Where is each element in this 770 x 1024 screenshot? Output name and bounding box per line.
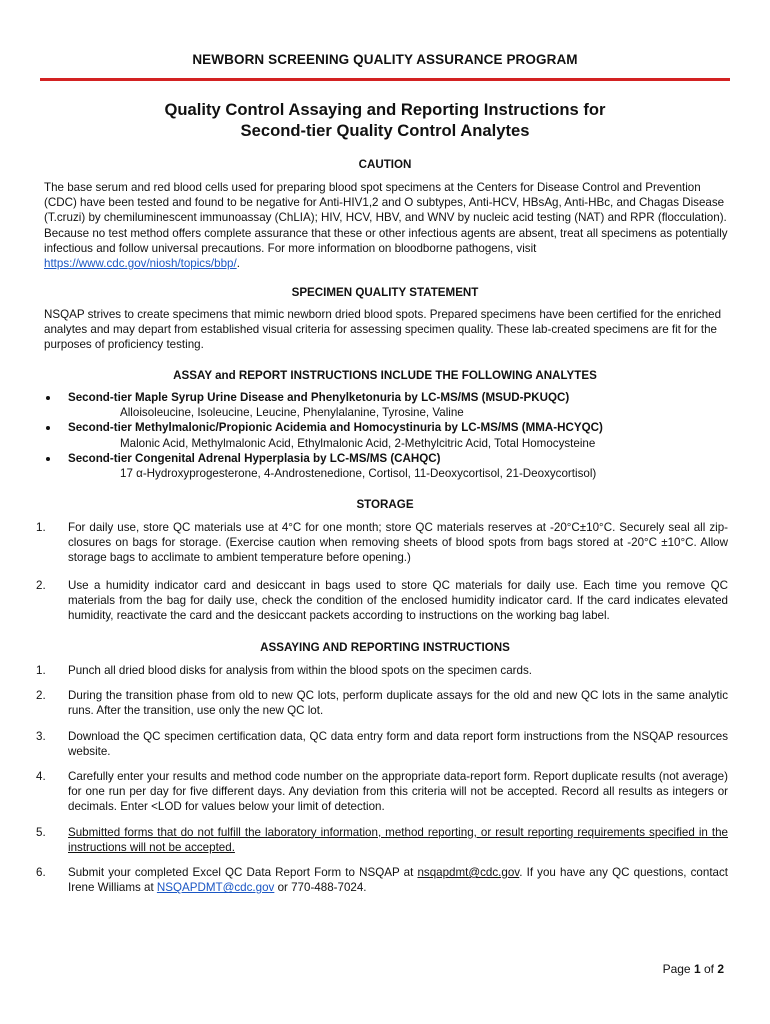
quality-paragraph: NSQAP strives to create specimens that mimic newborn dried blood spots. Prepared specimens have been certified for the enriched analytes and may depart from established visual criteria for assessing specimen quality. These lab-created specimens are fit for the purposes of proficiency testing. (44, 308, 722, 352)
of-word: of (700, 962, 718, 976)
assaying-heading: ASSAYING AND REPORTING INSTRUCTIONS (260, 641, 510, 654)
analyte-components: 17 α-Hydroxyprogesterone, 4-Androstenedione, Cortisol, 11-Deoxycortisol, 21-Deoxycortisol) (120, 467, 597, 481)
analyte-components: Alloisoleucine, Isoleucine, Leucine, Phenylalanine, Tyrosine, Valine (120, 406, 464, 420)
program-title: NEWBORN SCREENING QUALITY ASSURANCE PROGRAM (192, 52, 578, 67)
item-text: Submitted forms that do not fulfill the laboratory information, method reporting, or result reporting requirements specified in the instructions will not be accepted. (68, 825, 728, 854)
assaying-item (36, 688, 728, 718)
storage-list (36, 520, 728, 623)
item-number: 3. (36, 729, 46, 743)
page-number (663, 962, 724, 977)
bullet-icon (46, 457, 50, 461)
analyte-item (44, 420, 734, 450)
storage-item (36, 578, 728, 624)
assaying-item (36, 825, 728, 855)
bullet-icon (46, 426, 50, 430)
caution-text-end: . (236, 257, 240, 271)
item-text-a: Submit your completed Excel QC Data Report Form to NSQAP at (68, 866, 418, 880)
storage-item (36, 520, 728, 566)
analyte-name: Second-tier Maple Syrup Urine Disease and Phenylketonuria by LC-MS/MS (MSUD-PKUQC) (68, 391, 570, 404)
page-current: 1 (693, 962, 701, 976)
assaying-list (36, 663, 728, 895)
caution-heading: CAUTION (358, 158, 412, 171)
assaying-item (36, 769, 728, 815)
document-title (0, 99, 770, 141)
caution-text: The base serum and red blood cells used for preparing blood spot specimens at the Centers for Disease Control and Prevention (CDC) have been tested and found to be negative for Anti-HIV1,2 and O subtypes, Anti-HCV, HBsAg, Anti-HBc, and Chagas Disease (T.cruzi) by chemiluminescent immunoassay (ChLIA); HIV, HCV, HBV, and WNV by nucleic acid testing (NAT) and RPR (flocculation). Because no test method offers complete assurance that these or other infectious agents are absent, treat all specimens as potentially infectious and follow universal precautions. For more information on bloodborne pathogens, visit (44, 181, 728, 255)
assaying-item (36, 865, 728, 895)
item-text: During the transition phase from old to new QC lots, perform duplicate assays for the old and new QC lots in the same analytic runs. After the transition, use only the new QC lot. (68, 689, 728, 718)
email-link-contact[interactable]: NSQAPDMT@cdc.gov (156, 881, 275, 895)
item-number: 1. (36, 664, 46, 677)
item-number: 2. (36, 578, 46, 592)
email-link-nsqapdmt[interactable]: nsqapdmt@cdc.gov (417, 866, 520, 880)
item-number: 2. (36, 689, 46, 703)
item-number: 5. (36, 825, 46, 839)
page-word: Page (662, 962, 694, 976)
storage-heading: STORAGE (356, 498, 414, 511)
quality-heading: SPECIMEN QUALITY STATEMENT (291, 286, 479, 299)
analyte-item (44, 451, 734, 481)
item-text-c: or 770-488-7024. (274, 881, 367, 895)
document-title-line-2: Second-tier Quality Control Analytes (240, 121, 530, 140)
item-text: Download the QC specimen certification data, QC data entry form and data report form instructions from the NSQAP resources website. (68, 729, 728, 758)
item-text: Carefully enter your results and method code number on the appropriate data-report form. Report duplicate results (not average) for one run per day for five different days. Any deviation from this criteria will not be accepted. Record all results as integers or decimals. Enter <LOD for values below your limit of detection. (68, 770, 728, 814)
caution-paragraph (44, 180, 728, 271)
document-title-line-1: Quality Control Assaying and Reporting Instructions for (164, 100, 606, 119)
analyte-components: Malonic Acid, Methylmalonic Acid, Ethylmalonic Acid, 2-Methylcitric Acid, Total Homocysteine (120, 436, 596, 450)
item-text: For daily use, store QC materials use at 4°C for one month; store QC materials reserves at -20°C±10°C. Securely seal all zip-closures on bags for storage. (Exercise caution when removing sheets of blood spots from bags stored at -20°C ±10°C. Allow storage bags to acclimate to ambient temperature before opening.) (68, 521, 728, 565)
analyte-name: Second-tier Congenital Adrenal Hyperplasia by LC-MS/MS (CAHQC) (68, 451, 441, 465)
item-text-b: . If you have any QC questions, contact Irene Williams at (68, 866, 729, 895)
red-divider (40, 78, 730, 81)
item-text: Punch all dried blood disks for analysis from within the blood spots on the specimen cards. (68, 664, 532, 677)
item-number: 4. (36, 770, 46, 784)
analyte-name: Second-tier Methylmalonic/Propionic Acidemia and Homocystinuria by LC-MS/MS (MMA-HCYQC) (68, 421, 603, 435)
bullet-icon (46, 396, 50, 400)
item-number: 6. (36, 866, 46, 880)
page-total: 2 (717, 962, 724, 976)
analyte-list (44, 390, 734, 481)
item-number: 1. (36, 521, 46, 534)
item-text: Use a humidity indicator card and desiccant in bags used to store QC materials for daily use. Each time you remove QC materials from the bag for daily use, check the condition of the enclosed humidity indicator card. If the card indicates elevated humidity, reactivate the card and the desiccant packets according to instructions on the working bag label. (68, 578, 728, 623)
analytes-heading: ASSAY and REPORT INSTRUCTIONS INCLUDE THE FOLLOWING ANALYTES (173, 369, 597, 382)
bbp-link[interactable]: https://www.cdc.gov/niosh/topics/bbp/ (44, 257, 237, 271)
assaying-item (36, 663, 728, 678)
assaying-item (36, 729, 728, 759)
analyte-item (44, 390, 734, 420)
